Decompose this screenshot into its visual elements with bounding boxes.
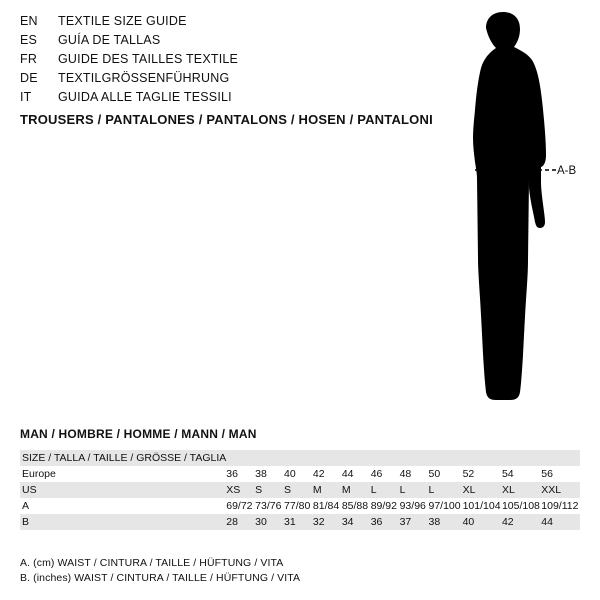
cell: 81/84: [313, 498, 342, 514]
cell: 52: [463, 466, 502, 482]
cell: XXL: [541, 482, 580, 498]
cell: [502, 450, 541, 466]
cell: L: [400, 482, 429, 498]
size-table: [20, 450, 580, 530]
cell: 30: [255, 514, 284, 530]
cell: XL: [502, 482, 541, 498]
measure-label-ab: A-B: [557, 165, 577, 177]
row-label: B: [20, 514, 226, 530]
cell: [463, 450, 502, 466]
table-row: [20, 466, 580, 482]
cell: S: [255, 482, 284, 498]
cell: [371, 450, 400, 466]
language-code: EN: [20, 14, 38, 28]
cell: [428, 450, 462, 466]
row-label: A: [20, 498, 226, 514]
language-row: [20, 33, 410, 52]
language-code: DE: [20, 71, 38, 85]
cell: 36: [226, 466, 255, 482]
silhouette-icon: [420, 10, 590, 410]
table-row: [20, 450, 580, 466]
cell: 36: [371, 514, 400, 530]
cell: [313, 450, 342, 466]
cell: 37: [400, 514, 429, 530]
cell: 56: [541, 466, 580, 482]
language-title: TEXTILGRÖSSENFÜHRUNG: [58, 71, 230, 85]
language-row: [20, 90, 410, 109]
cell: 46: [371, 466, 400, 482]
row-label: Europe: [20, 466, 226, 482]
cell: 85/88: [342, 498, 371, 514]
cell: 44: [342, 466, 371, 482]
body-silhouette-figure: [420, 10, 590, 410]
cell: [255, 450, 284, 466]
cell: 105/108: [501, 500, 540, 512]
cell: L: [428, 482, 462, 498]
cell: [400, 450, 429, 466]
cell: [284, 450, 313, 466]
footnote-b: B. (inches) WAIST / CINTURA / TAILLE / HÜFTUNG / VITA: [20, 572, 301, 584]
cell: 97/100: [428, 500, 461, 512]
cell: 32: [313, 514, 342, 530]
cell: 31: [284, 514, 313, 530]
cell: M: [313, 482, 342, 498]
language-code: IT: [20, 90, 32, 104]
cell: M: [342, 482, 371, 498]
cell: 69/72: [226, 498, 255, 514]
footnotes: [20, 556, 300, 586]
cell: 73/76: [255, 498, 284, 514]
cell: L: [371, 482, 400, 498]
cell: 38: [255, 466, 284, 482]
cell: S: [284, 482, 313, 498]
language-row: [20, 14, 410, 33]
section-title: TROUSERS / PANTALONES / PANTALONS / HOSEN / PANTALONI: [20, 112, 433, 127]
cell: 54: [502, 466, 541, 482]
table-row: [20, 514, 580, 530]
cell: 40: [284, 466, 313, 482]
cell: 42: [313, 466, 342, 482]
cell: 28: [226, 514, 255, 530]
cell: 48: [400, 466, 429, 482]
cell: [342, 450, 371, 466]
footnote-a: A. (cm) WAIST / CINTURA / TAILLE / HÜFTUNG / VITA: [20, 557, 284, 569]
cell: 44: [541, 514, 580, 530]
cell: 38: [428, 514, 462, 530]
cell: [226, 450, 255, 466]
language-title: GUIDE DES TAILLES TEXTILE: [58, 52, 239, 66]
language-title: GUÍA DE TALLAS: [58, 33, 161, 47]
cell: 50: [428, 466, 462, 482]
language-header-block: [20, 14, 410, 109]
cell: [541, 450, 580, 466]
table-title: MAN / HOMBRE / HOMME / MANN / MAN: [20, 427, 257, 441]
language-code: FR: [20, 52, 38, 66]
cell: XS: [226, 482, 255, 498]
cell: 42: [502, 514, 541, 530]
cell: 101/104: [462, 500, 501, 512]
language-row: [20, 52, 410, 71]
row-label: SIZE / TALLA / TAILLE / GRÖSSE / TAGLIA: [22, 452, 227, 464]
cell: 89/92: [371, 498, 400, 514]
cell: 40: [463, 514, 502, 530]
cell: 77/80: [284, 498, 313, 514]
table-row: [20, 498, 580, 514]
cell: XL: [463, 482, 502, 498]
table-row: [20, 482, 580, 498]
cell: 93/96: [400, 498, 429, 514]
language-title: TEXTILE SIZE GUIDE: [58, 14, 187, 28]
language-code: ES: [20, 33, 38, 47]
language-title: GUIDA ALLE TAGLIE TESSILI: [58, 90, 232, 104]
row-label: US: [20, 482, 226, 498]
cell: 34: [342, 514, 371, 530]
cell: 109/112: [541, 500, 579, 512]
language-row: [20, 71, 410, 90]
